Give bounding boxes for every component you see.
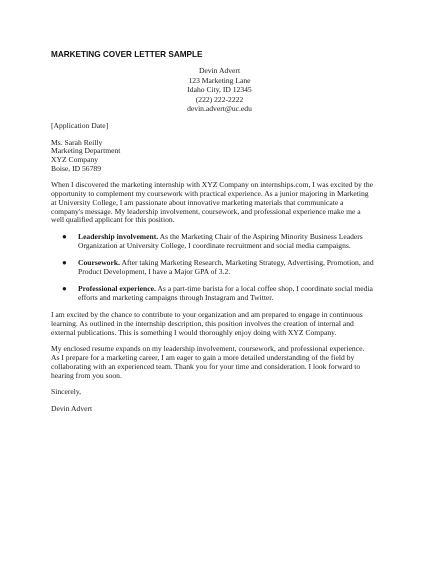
text-line: As a part-time barista for a local coffee shop, I coordinate social media — [155, 284, 373, 294]
text-line: company's message. My leadership involvement, coursework, and professional experience make me a — [51, 206, 361, 216]
text-line: As I prepare for a marketing career, I am eager to gain a more detailed understanding of the field by — [51, 353, 355, 363]
list-item — [51, 285, 380, 302]
text-line: Organization at University College, I coordinate recruitment and social media campaigns. — [78, 240, 351, 250]
recipient-address — [51, 139, 380, 174]
text-line: at University College, I am passionate about innovative marketing materials that communicate a — [51, 197, 344, 207]
resume-paragraph — [51, 345, 380, 380]
recipient-company: XYZ Company — [51, 155, 99, 165]
sender-name: Devin Advert — [198, 66, 241, 75]
bullet-heading: Professional experience. — [78, 284, 156, 294]
text-line: collaborating with an experienced team. Thank you for your time and consideration. I look forward to — [51, 361, 361, 371]
text-line: external publications. This is something I would thoroughly enjoy doing with XYZ Company. — [51, 327, 337, 337]
qualification-list — [51, 233, 380, 303]
recipient-city: Boise, ID 56789 — [51, 163, 101, 173]
bullet-heading: Leadership involvement. — [78, 232, 159, 241]
text-line: Product Development, I have a Major GPA of 3.2. — [78, 266, 231, 276]
sender-address — [59, 66, 380, 114]
sender-city: Idaho City, ID 12345 — [187, 85, 252, 95]
text-line: efforts and marketing campaigns through Instagram and Twitter. — [78, 292, 274, 302]
text-line: As the Marketing Chair of the Aspiring Minority Business Leaders — [158, 232, 363, 241]
excited-paragraph — [51, 311, 380, 337]
recipient-department: Marketing Department — [51, 146, 121, 156]
recipient-name: Ms. Sarah Reilly — [51, 137, 103, 147]
text-line: I am excited by the chance to contribute to your organization and am prepared to engage in continuous — [51, 310, 363, 320]
text-line: opportunity to complement my coursework with practical experience. As a junior majoring in Marketing — [51, 189, 369, 199]
sender-street: 123 Marketing Lane — [188, 75, 251, 85]
list-item — [51, 233, 380, 250]
sender-phone: (222) 222-2222 — [195, 94, 244, 104]
document-title: MARKETING COVER LETTER SAMPLE — [51, 50, 203, 59]
text-line: hearing from you soon. — [51, 370, 122, 380]
text-line: When I discovered the marketing internship with XYZ Company on internships.com, I was excited by the — [51, 180, 374, 190]
list-item — [51, 259, 380, 276]
bullet-heading: Coursework. — [78, 258, 120, 268]
sender-email: devin.advert@uc.edu — [187, 104, 252, 114]
text-line: My enclosed resume expands on my leadership involvement, coursework, and professional experience. — [51, 344, 365, 354]
bullet-icon: ● — [62, 284, 67, 294]
bullet-icon: ● — [62, 258, 67, 268]
bullet-icon: ● — [62, 232, 67, 241]
text-line: After taking Marketing Research, Marketing Strategy, Advertising, Promotion, and — [119, 258, 374, 268]
signature-name: Devin Advert — [51, 403, 93, 413]
text-line: learning. As outlined in the internship description, this position involves the creation of internal and — [51, 318, 354, 328]
closing: Sincerely, — [51, 387, 82, 397]
intro-paragraph — [51, 181, 380, 225]
text-line: well qualified applicant for this position. — [51, 215, 175, 225]
application-date: [Application Date] — [51, 120, 109, 130]
